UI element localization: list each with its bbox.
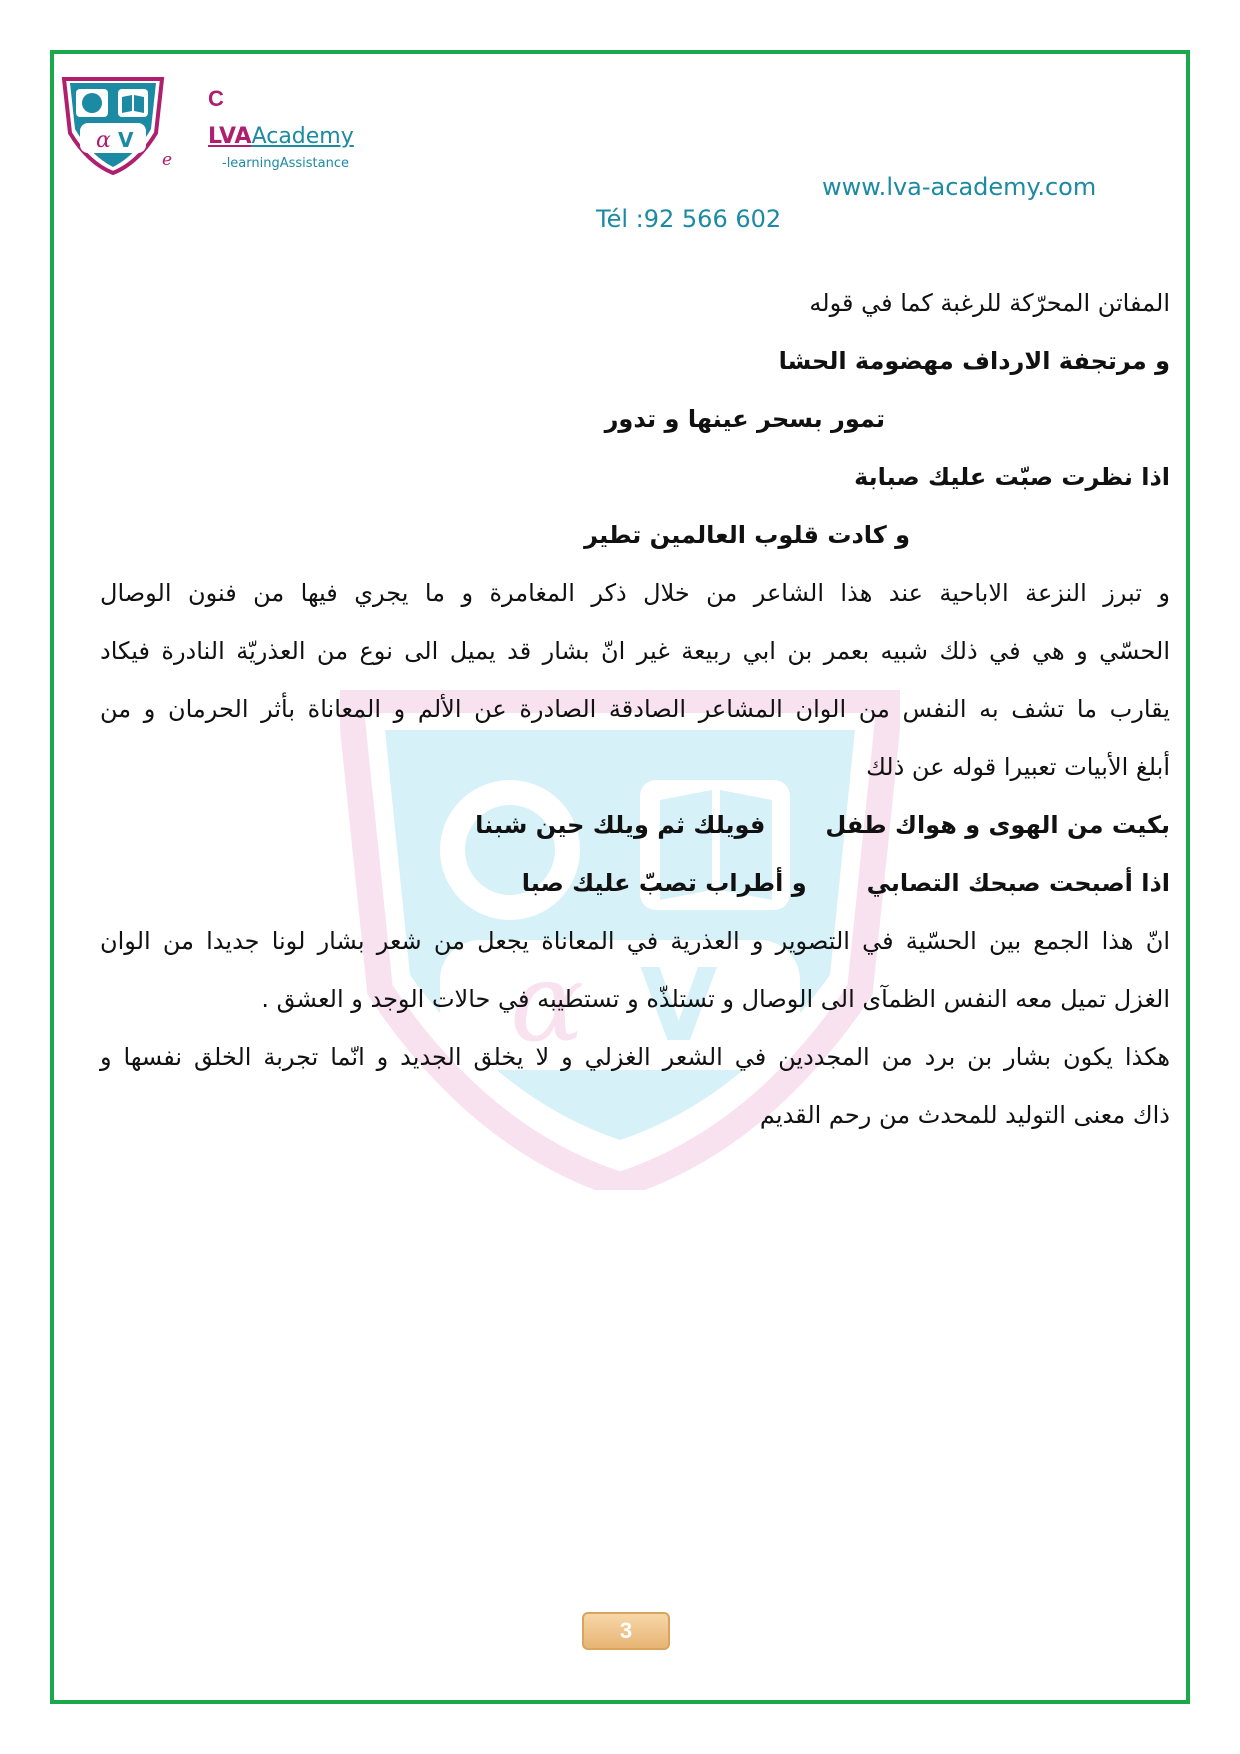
paragraph-line: و تبرز النزعة الاباحية عند هذا الشاعر من خلال ذكر المغامرة و ما يجري فيها من فنون الوصال <box>100 579 1170 607</box>
verse-line: تمور بسحر عينها و تدور <box>604 405 885 433</box>
brand-academy: Academy <box>251 124 354 149</box>
paragraph-line: ذاك معنى التوليد للمحدث من رحم القديم <box>759 1101 1170 1129</box>
verse-hemistich: اذا أصبحت صبحك التصابي <box>866 869 1170 897</box>
brand-name <box>208 124 354 149</box>
logo-initial: C <box>208 86 224 111</box>
verse-line: و كادت قلوب العالمين تطير <box>584 521 910 549</box>
document-body <box>100 274 1170 1144</box>
paragraph-line: أبلغ الأبيات تعبيرا قوله عن ذلك <box>866 753 1170 781</box>
paragraph-line: المفاتن المحرّكة للرغبة كما في قوله <box>809 289 1170 317</box>
svg-text:V: V <box>640 947 718 1064</box>
svg-text:α: α <box>96 128 111 153</box>
verse-hemistich: و أطراب تصبّ عليك صبا <box>521 869 807 897</box>
brand-lva: LVA <box>208 124 252 149</box>
paragraph-line: يقارب ما تشف به النفس من الوان المشاعر الصادقة الصادرة عن الألم و المعاناة بأثر الحرمان و من <box>100 695 1170 723</box>
page-number-box <box>582 1612 670 1650</box>
verse-hemistich: بكيت من الهوى و هواك طفل <box>825 811 1170 839</box>
page-number: 3 <box>619 1618 633 1643</box>
paragraph-line: هكذا يكون بشار بن برد من المجددين في الشعر الغزلي و لا يخلق الجديد و انّما تجربة الخلق نفسها و <box>100 1043 1170 1071</box>
svg-text:V: V <box>118 128 134 152</box>
verse-line: اذا نظرت صبّت عليك صبابة <box>854 463 1170 491</box>
verse-hemistich: فويلك ثم ويلك حين شبنا <box>475 811 766 839</box>
phone-number: Tél :92 566 602 <box>596 205 782 233</box>
verse-line: و مرتجفة الارداف مهضومة الحشا <box>778 347 1170 375</box>
website-link[interactable]: www.lva-academy.com <box>822 173 1097 201</box>
svg-text:α: α <box>510 938 585 1066</box>
logo-e-letter: e <box>162 150 173 170</box>
paragraph-line: الغزل تميل معه النفس الظمآى الى الوصال و تستلذّه و تستطيبه في حالات الوجد و العشق . <box>261 985 1170 1013</box>
paragraph-line: الحسّي و هي في ذلك شبيه بعمر بن ابي ربيعة غير انّ بشار قد يميل الى نوع من العذريّة النادرة فيكاد <box>100 637 1170 665</box>
brand-tagline: -learningAssistance <box>222 156 349 171</box>
paragraph-line: انّ هذا الجمع بين الحسّية في التصوير و العذرية في المعاناة يجعل من شعر بشار لونا جديدا من الوان <box>100 927 1170 955</box>
academy-logo-shield <box>58 75 168 175</box>
verse-couplet <box>100 854 1170 912</box>
verse-couplet <box>100 796 1170 854</box>
